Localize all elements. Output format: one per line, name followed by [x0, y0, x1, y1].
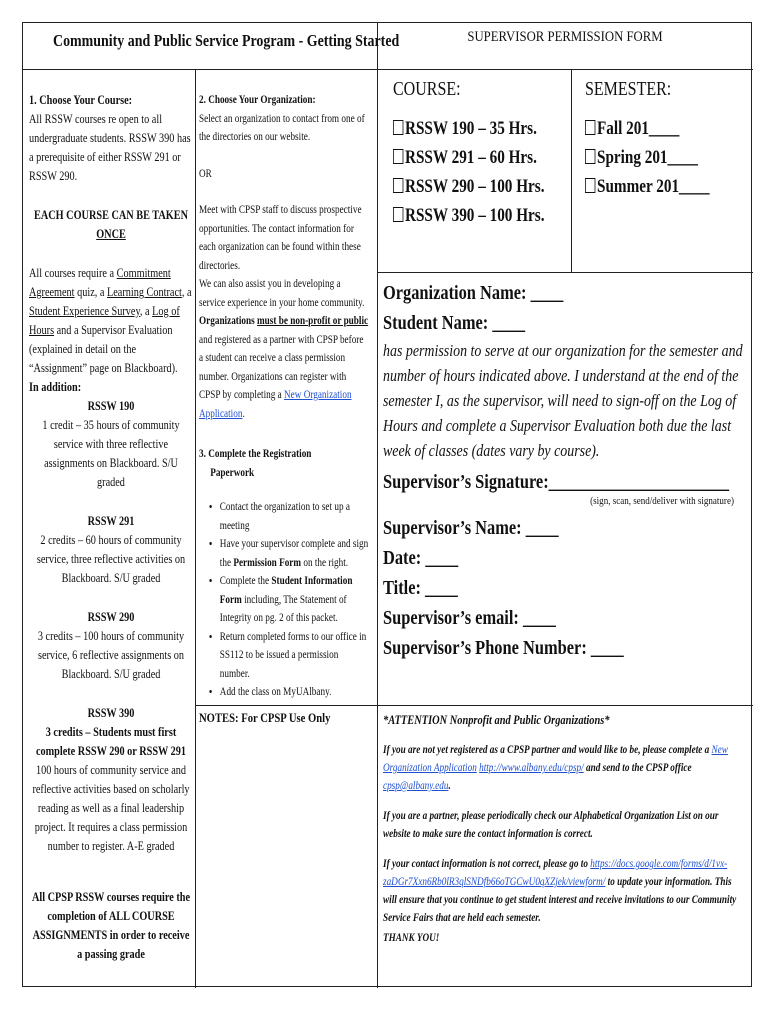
course-name: RSSW 190: [87, 399, 135, 413]
step1-title: 1. Choose Your Course:: [29, 93, 133, 107]
semester-option-spring[interactable]: [585, 143, 709, 172]
req-mid1: quiz, a: [74, 285, 107, 299]
course-prereq: 3 credits – Students must first complete RSSW 290 or RSSW 291: [35, 725, 187, 758]
checkbox[interactable]: [393, 178, 403, 193]
step3-title: 3. Complete the Registration: [199, 448, 312, 460]
semester-selector: [571, 69, 753, 272]
checkbox[interactable]: [585, 178, 595, 193]
registration-paragraph: [383, 741, 745, 795]
step1-column: [23, 69, 195, 988]
option-label: RSSW 390 – 100 Hrs.: [405, 205, 545, 226]
course-desc: 100 hours of community service and reflective activities based on scholarly reading as well as a final leadership project. It requires a class permission number to register. A-E graded: [32, 763, 190, 853]
b3-pre: Complete the: [219, 575, 272, 587]
header-right: [377, 23, 753, 69]
supervisor-email-field[interactable]: Supervisor’s email: ____: [383, 607, 556, 629]
course-option-rssw190[interactable]: [393, 114, 545, 143]
supervisor-name-field[interactable]: Supervisor’s Name: ____: [383, 517, 559, 539]
permission-form-label: Permission Form: [233, 556, 302, 569]
list-item: • Return completed forms to our office in SS112 to be issued a permission number.: [220, 628, 369, 684]
each-course-line1: EACH COURSE CAN BE TAKEN: [34, 208, 188, 222]
cpsp-email-link[interactable]: cpsp@albany.edu: [383, 780, 449, 792]
list-item: [220, 535, 369, 572]
course-name: RSSW 290: [87, 610, 135, 624]
list-item: [220, 572, 369, 628]
list-item: • Contact the organization to set up a meeting: [220, 498, 369, 535]
supervisor-phone-field[interactable]: Supervisor’s Phone Number: ____: [383, 637, 624, 659]
p1-end: .: [448, 780, 451, 792]
course-desc: 1 credit – 35 hours of community service with three reflective assignments on Blackboard. S/U graded: [42, 418, 180, 489]
thank-you: THANK YOU!: [383, 932, 440, 944]
update-paragraph: [383, 855, 745, 927]
course-selector: [377, 69, 571, 272]
step1-text: All RSSW courses re open to all undergraduate students. RSSW 390 has a prerequisite of either RSSW 291 or RSSW 290.: [29, 112, 191, 183]
organization-requirements: [199, 312, 369, 423]
title-field[interactable]: Title: ____: [383, 577, 458, 599]
attention-section: [377, 705, 753, 988]
each-course-line2: ONCE: [96, 227, 126, 241]
meet-staff-text: Meet with CPSP staff to discuss prospective opportunities. The contact information for each organization can be found within these directories.: [199, 204, 362, 272]
permission-statement: has permission to serve at our organization for the semester and number of hours indicated above. I understand at the end of the semester I, as the supervisor, will need to sign-off on the Log of Hours and complete a Supervisor Evaluation both due the last week of classes (dates vary by course).: [383, 341, 743, 460]
req-mid3: , a: [139, 304, 153, 318]
semester-option-fall[interactable]: [585, 114, 709, 143]
course-name: RSSW 390: [87, 706, 135, 720]
req-mid2: , a: [181, 285, 192, 299]
registration-steps: [199, 498, 369, 702]
course-heading: COURSE:: [393, 78, 461, 100]
page-title: Community and Public Service Program - Getting Started: [53, 31, 400, 50]
option-label: RSSW 190 – 35 Hrs.: [405, 118, 537, 139]
org-end: .: [242, 407, 245, 420]
partner-paragraph: If you are a partner, please periodically check our Alphabetical Organization List on our website to make sure the contact information is correct.: [383, 810, 719, 840]
checkbox[interactable]: [585, 149, 595, 164]
google-form-link[interactable]: https://docs.google.com/forms/d/1vx-zaDGr7Xxn6Rb0lR3qlSNDfb66oTGCwU0qXZjek/viewform/: [383, 858, 728, 888]
option-label: Fall 201____: [597, 118, 680, 139]
course-desc: 2 credits – 60 hours of community service, three reflective activities on Blackboard. S/U graded: [36, 533, 186, 585]
requirements-text: [29, 264, 193, 378]
step2-title: 2. Choose Your Organization:: [199, 94, 316, 106]
option-label: Spring 201____: [597, 147, 698, 168]
req-suffix: and a Supervisor Evaluation (explained in detail on the “Assignment” page on Blackboard).: [29, 323, 178, 375]
req-prefix: All courses require a: [29, 266, 117, 280]
course-option-rssw290[interactable]: [393, 172, 545, 201]
form-page: [22, 22, 752, 987]
course-desc: 3 credits – 100 hours of community service, 6 reflective assignments on Blackboard. S/U graded: [37, 629, 185, 681]
date-field[interactable]: Date: ____: [383, 547, 459, 569]
learning-contract-link[interactable]: Learning Contract: [106, 285, 182, 299]
notes-box[interactable]: [195, 705, 377, 988]
option-label: RSSW 291 – 60 Hrs.: [405, 147, 537, 168]
signature-note: (sign, scan, send/deliver with signature): [590, 495, 734, 507]
checkbox[interactable]: [585, 120, 595, 135]
new-organization-application-link[interactable]: New Organization Application: [199, 389, 352, 420]
commitment-agreement-link[interactable]: Commitment Agreement: [29, 266, 171, 299]
completion-note: All CPSP RSSW courses require the completion of ALL COURSE ASSIGNMENTS in order to receive a passing grade: [31, 890, 191, 961]
or-label: OR: [199, 167, 212, 180]
experience-survey-link[interactable]: Student Experience Survey: [29, 304, 140, 318]
cpsp-website-link[interactable]: http://www.albany.edu/cpsp/: [479, 762, 584, 774]
option-label: Summer 201____: [597, 176, 710, 197]
in-addition-label: In addition:: [29, 380, 82, 394]
log-of-hours-link[interactable]: Log of Hours: [29, 304, 180, 337]
org-bold: Organizations: [199, 315, 258, 327]
org-rest: and registered as a partner with CPSP before a student can receive a class permission number. Organizations can register with CPSP by completing a: [199, 333, 364, 401]
new-organization-application-link[interactable]: New Organization Application: [383, 744, 728, 774]
checkbox[interactable]: [393, 120, 403, 135]
semester-option-summer[interactable]: [585, 172, 709, 201]
list-item: • Add the class on MyUAlbany.: [220, 683, 369, 702]
organization-name-field[interactable]: Organization Name: ____: [383, 282, 564, 304]
step2-column: [195, 69, 377, 705]
step2-text: Select an organization to contact from one of the directories on our website.: [199, 112, 365, 143]
permission-section: [377, 272, 753, 705]
student-info-form-label: Student Information Form: [219, 575, 353, 606]
signature-field[interactable]: Supervisor’s Signature:______________________: [383, 471, 730, 493]
p1-mid: and send to the CPSP office: [583, 762, 692, 774]
header-left: [23, 23, 400, 69]
course-option-rssw390[interactable]: [393, 201, 545, 230]
p1-pre: If you are not yet registered as a CPSP partner and would like to be, please complete a: [383, 744, 712, 756]
notes-label: NOTES: For CPSP Use Only: [199, 711, 331, 725]
student-name-field[interactable]: Student Name: ____: [383, 312, 526, 334]
course-option-rssw291[interactable]: [393, 143, 545, 172]
b2-post: on the right.: [301, 556, 349, 569]
semester-heading: SEMESTER:: [585, 78, 672, 100]
b2-pre: Have your supervisor complete and sign the: [219, 538, 369, 569]
p3-post: to update your information. This will ensure that you continue to get student interest and receive invitations to our Community Service Fairs that are held each semester.: [383, 876, 737, 924]
course-name: RSSW 291: [87, 514, 135, 528]
org-bold-underline: must be non-profit or public: [257, 315, 369, 327]
option-label: RSSW 290 – 100 Hrs.: [405, 176, 545, 197]
attention-heading: *ATTENTION Nonprofit and Public Organizations*: [383, 712, 610, 727]
step3-title-cont: Paperwork: [210, 466, 255, 479]
form-title: SUPERVISOR PERMISSION FORM: [467, 29, 663, 45]
assist-text: We can also assist you in developing a service experience in your home community.: [199, 278, 365, 309]
checkbox[interactable]: [393, 149, 403, 164]
checkbox[interactable]: [393, 207, 403, 222]
p3-pre: If your contact information is not correct, please go to: [383, 858, 591, 870]
b3-post: including, The Statement of Integrity on pg. 2 of this packet.: [219, 593, 347, 624]
